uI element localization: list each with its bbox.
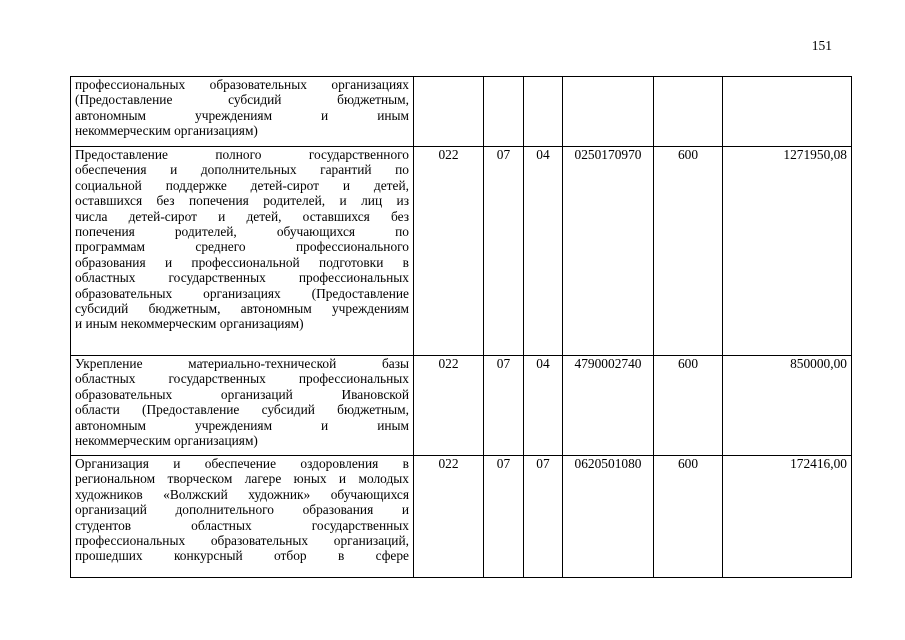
expense-type-cell: 600 (654, 456, 723, 578)
description-line: некоммерческим организациям) (75, 433, 258, 449)
description-line: областных государственных профессиональных (75, 270, 409, 286)
description-line: образовательных организаций Ивановской (75, 386, 409, 402)
description-cell (71, 456, 414, 578)
section-code-cell (484, 77, 524, 147)
description-line: образования и профессиональной подготовки в (75, 254, 409, 270)
amount-cell (723, 77, 852, 147)
expense-type-cell: 600 (654, 356, 723, 456)
description-cell (71, 77, 414, 147)
description-line: региональном творческом лагере юных и молодых (75, 471, 409, 487)
description-line: прошедших конкурсный отбор в сфере (75, 548, 409, 564)
description-line: организаций дополнительного образования и (75, 502, 409, 518)
target-article-cell: 4790002740 (563, 356, 654, 456)
table-row (71, 77, 852, 147)
description-line: Предоставление полного государственного (75, 147, 409, 162)
section-code-cell: 07 (484, 456, 524, 578)
description-line: обеспечения и дополнительных гарантий по (75, 162, 409, 178)
description-line: профессиональных образовательных организациях (75, 77, 409, 92)
description-line: Укрепление материально-технической базы (75, 356, 409, 371)
description-line: области (Предоставление субсидий бюджетным, (75, 402, 409, 418)
description-line: образовательных организациях (Предоставление (75, 285, 409, 301)
description-line: (Предоставление субсидий бюджетным, (75, 92, 409, 108)
amount-cell: 850000,00 (723, 356, 852, 456)
description-line: автономным учреждениям и иным (75, 107, 409, 123)
target-article-cell: 0250170970 (563, 147, 654, 356)
description-line: областных государственных профессиональных (75, 371, 409, 387)
table-row (71, 456, 852, 578)
description-line: автономным учреждениям и иным (75, 417, 409, 433)
expense-type-cell (654, 77, 723, 147)
target-article-cell: 0620501080 (563, 456, 654, 578)
section-code-cell: 07 (484, 356, 524, 456)
section-code-cell: 07 (484, 147, 524, 356)
description-line: некоммерческим организациям) (75, 123, 258, 139)
description-line: социальной поддержке детей-сирот и детей, (75, 177, 409, 193)
description-line: студентов областных государственных (75, 517, 409, 533)
table-row (71, 356, 852, 456)
description-line: художников «Волжский художник» обучающихся (75, 486, 409, 502)
budget-table (70, 76, 852, 578)
page-number: 151 (811, 38, 832, 53)
target-article-cell (563, 77, 654, 147)
description-line: и иным некоммерческим организациям) (75, 316, 304, 332)
description-cell (71, 147, 414, 356)
description-line: оставшихся без попечения родителей, и лиц из (75, 193, 409, 209)
expense-type-cell: 600 (654, 147, 723, 356)
subsection-code-cell (524, 77, 563, 147)
amount-cell: 172416,00 (723, 456, 852, 578)
ministry-code-cell: 022 (414, 356, 484, 456)
subsection-code-cell: 07 (524, 456, 563, 578)
amount-cell: 1271950,08 (723, 147, 852, 356)
description-line: программам среднего профессионального (75, 239, 409, 255)
ministry-code-cell: 022 (414, 456, 484, 578)
ministry-code-cell (414, 77, 484, 147)
description-cell (71, 356, 414, 456)
description-line: числа детей-сирот и детей, оставшихся без (75, 208, 409, 224)
description-line: профессиональных образовательных организаций, (75, 533, 409, 549)
description-line: попечения родителей, обучающихся по (75, 224, 409, 240)
ministry-code-cell: 022 (414, 147, 484, 356)
description-line: субсидий бюджетным, автономным учреждениям (75, 301, 409, 317)
subsection-code-cell: 04 (524, 147, 563, 356)
description-line: Организация и обеспечение оздоровления в (75, 456, 409, 471)
table-row (71, 147, 852, 356)
subsection-code-cell: 04 (524, 356, 563, 456)
